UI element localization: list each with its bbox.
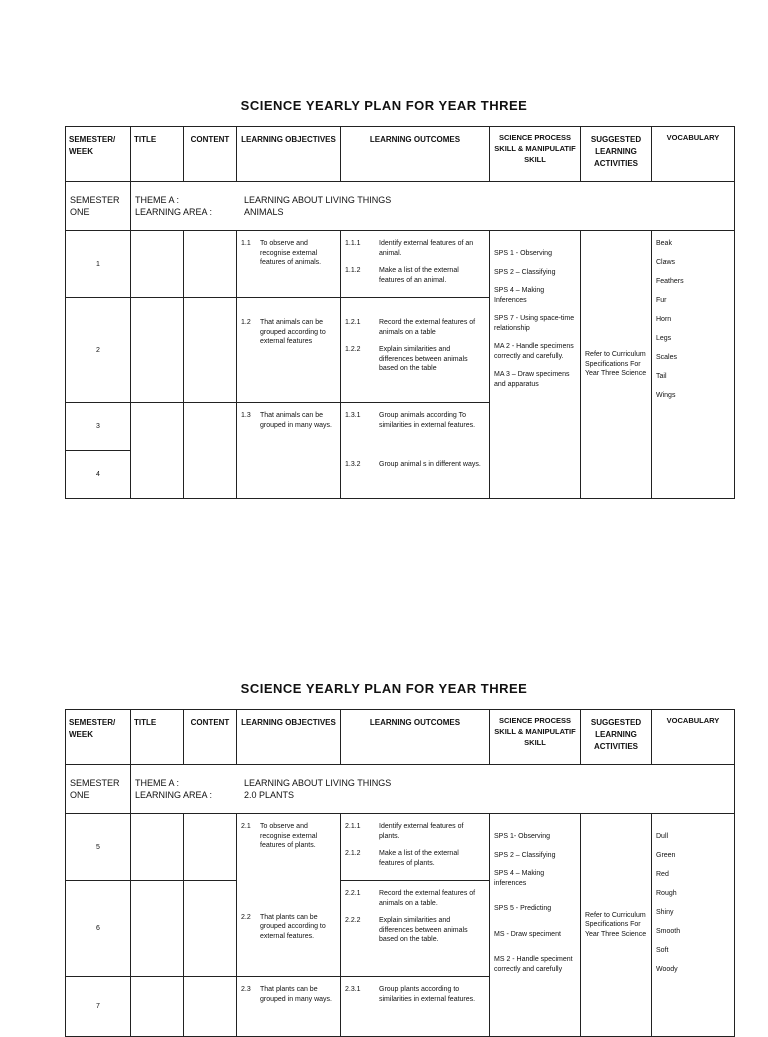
outcome-item: 2.2.2 Explain similarities and differences between animals based on the table.: [345, 917, 468, 943]
activities-cell: Refer to Curriculum Specifications For Year Three Science: [581, 814, 652, 1037]
outcome-item: 2.1.1 Identify external features of plants.: [345, 823, 464, 840]
header-objectives: LEARNING OBJECTIVES: [237, 710, 341, 765]
table-row: [66, 814, 735, 881]
activities-cell: Refer to Curriculum Specifications For Year Three Science: [581, 231, 652, 499]
outcome-item: 1.1.1 Identify external features of an animal.: [345, 240, 474, 257]
title-cell: [131, 298, 184, 403]
objective-item: 2.3 That plants can be grouped in many ways.: [241, 986, 332, 1003]
outcome-cell: [341, 298, 490, 403]
skills-cell: [490, 231, 581, 499]
outcome-item: 1.3.1 Group animals according To similarities in external features.: [345, 412, 476, 429]
area-label: LEARNING AREA :: [135, 207, 213, 217]
header-outcomes: LEARNING OUTCOMES: [341, 710, 490, 765]
vocab-word: Green: [656, 852, 676, 859]
vocabulary-cell: [652, 231, 735, 499]
content-cell: [184, 298, 237, 403]
vocab-word: Horn: [656, 316, 672, 323]
page-title: SCIENCE YEARLY PLAN FOR YEAR THREE: [240, 681, 528, 696]
header-week: SEMESTER/ WEEK: [66, 127, 131, 182]
objective-cell: [237, 403, 341, 499]
vocab-word: Smooth: [656, 928, 681, 935]
content-cell: [184, 403, 237, 499]
skill-item: SPS 1- Observing: [494, 833, 551, 840]
header-row: [66, 127, 735, 182]
area-value: ANIMALS: [244, 207, 284, 217]
objective-item: 2.1 To observe and recognise external features of plants.: [241, 823, 318, 849]
vocab-word: Shiny: [656, 909, 674, 916]
vocab-word: Fur: [656, 297, 667, 304]
outcome-item: 2.2.1 Record the external features of animals on a table.: [345, 890, 476, 907]
header-title: TITLE: [131, 710, 184, 765]
header-vocabulary: VOCABULARY: [652, 710, 735, 765]
vocab-word: Scales: [656, 354, 678, 361]
vocab-word: Wings: [656, 392, 676, 399]
title-cell: [131, 814, 184, 881]
skills-cell: [490, 814, 581, 1037]
header-objectives: LEARNING OBJECTIVES: [237, 127, 341, 182]
objective-item: 1.1 To observe and recognise external features of animals.: [241, 240, 322, 266]
objective-cell: [237, 231, 341, 298]
vocab-word: Feathers: [656, 278, 684, 285]
semester-row: [66, 182, 735, 231]
vocab-word: Claws: [656, 259, 676, 266]
header-activities: SUGGESTED LEARNING ACTIVITIES: [581, 710, 652, 765]
header-activities: SUGGESTED LEARNING ACTIVITIES: [581, 127, 652, 182]
outcome-cell: [341, 231, 490, 298]
header-skills: SCIENCE PROCESS SKILL & MANIPULATIF SKILL: [490, 710, 581, 765]
vocab-word: Woody: [656, 966, 678, 973]
vocab-word: Tail: [656, 373, 667, 380]
content-cell: [184, 231, 237, 298]
yearly-plan-table: [65, 126, 735, 499]
vocab-word: Dull: [656, 833, 669, 840]
objective-cell: [237, 977, 341, 1037]
objective-cell: [237, 298, 341, 403]
skill-item: SPS 4 – Making inferences: [494, 870, 545, 887]
header-title: TITLE: [131, 127, 184, 182]
week-number: 6: [66, 881, 131, 977]
week-number: 1: [66, 231, 131, 298]
outcome-cell: [341, 814, 490, 881]
header-vocabulary: VOCABULARY: [652, 127, 735, 182]
outcome-item: 1.2.1 Record the external features of animals on a table: [345, 319, 476, 336]
header-row: [66, 710, 735, 765]
table-row: [66, 231, 735, 298]
week-number: 5: [66, 814, 131, 881]
outcome-cell: [341, 977, 490, 1037]
week-number: 3: [66, 403, 131, 451]
semester-row: [66, 765, 735, 814]
vocab-word: Soft: [656, 947, 669, 954]
vocab-word: Beak: [656, 240, 672, 247]
skill-item: SPS 5 - Predicting: [494, 905, 552, 912]
content-cell: [184, 977, 237, 1037]
skill-item: SPS 1 - Observing: [494, 250, 552, 257]
vocab-word: Legs: [656, 335, 672, 342]
skill-item: SPS 7 - Using space-time relationship: [494, 315, 575, 332]
week-number: 7: [66, 977, 131, 1037]
outcome-cell: [341, 881, 490, 977]
header-skills: SCIENCE PROCESS SKILL & MANIPULATIF SKILL: [490, 127, 581, 182]
vocab-word: Rough: [656, 890, 677, 897]
title-cell: [131, 403, 184, 499]
skill-item: SPS 2 – Classifying: [494, 268, 556, 276]
outcome-cell: [341, 403, 490, 499]
theme-value: LEARNING ABOUT LIVING THINGS: [244, 195, 392, 205]
skill-item: MA 3 – Draw specimens and apparatus: [494, 371, 570, 388]
theme-block: [131, 182, 735, 231]
objective-cell: [237, 814, 341, 977]
page-title: SCIENCE YEARLY PLAN FOR YEAR THREE: [240, 98, 528, 113]
content-cell: [184, 814, 237, 881]
objective-item: 2.2 That plants can be grouped according to external features.: [241, 913, 326, 940]
outcome-item: 1.3.2 Group animal s in different ways.: [345, 461, 481, 468]
semester-label: SEMESTER ONE: [66, 765, 131, 814]
outcome-item: 1.2.2 Explain similarities and differences between animals based on the table: [345, 346, 468, 372]
theme-value: LEARNING ABOUT LIVING THINGS: [244, 778, 392, 788]
week-number: 4: [66, 451, 131, 499]
header-week: SEMESTER/ WEEK: [66, 710, 131, 765]
title-cell: [131, 881, 184, 977]
skill-item: MS - Draw speciment: [494, 930, 561, 938]
outcome-item: 2.3.1 Group plants according to similarities in external features.: [345, 986, 476, 1003]
theme-block: [131, 765, 735, 814]
skill-item: MS 2 - Handle speciment correctly and carefully: [494, 956, 573, 973]
title-cell: [131, 231, 184, 298]
outcome-item: 1.1.2 Make a list of the external features of an animal.: [345, 267, 459, 284]
skill-item: MA 2 - Handle specimens correctly and carefully.: [494, 343, 574, 360]
vocabulary-cell: [652, 814, 735, 1037]
header-content: CONTENT: [184, 710, 237, 765]
content-cell: [184, 881, 237, 977]
objective-item: 1.2 That animals can be grouped according to external features: [241, 319, 326, 345]
theme-label: THEME A :: [135, 778, 180, 788]
skill-item: SPS 2 – Classifying: [494, 851, 556, 859]
semester-label: SEMESTER ONE: [66, 182, 131, 231]
header-outcomes: LEARNING OUTCOMES: [341, 127, 490, 182]
objective-item: 1.3 That animals can be grouped in many ways.: [241, 412, 332, 429]
vocab-word: Red: [656, 871, 669, 878]
area-label: LEARNING AREA :: [135, 790, 213, 800]
yearly-plan-table: [65, 709, 735, 1037]
area-value: 2.0 PLANTS: [244, 790, 295, 800]
outcome-item: 2.1.2 Make a list of the external features of plants.: [345, 850, 459, 867]
week-number: 2: [66, 298, 131, 403]
theme-label: THEME A :: [135, 195, 180, 205]
header-content: CONTENT: [184, 127, 237, 182]
skill-item: SPS 4 – Making Inferences: [494, 287, 545, 304]
title-cell: [131, 977, 184, 1037]
